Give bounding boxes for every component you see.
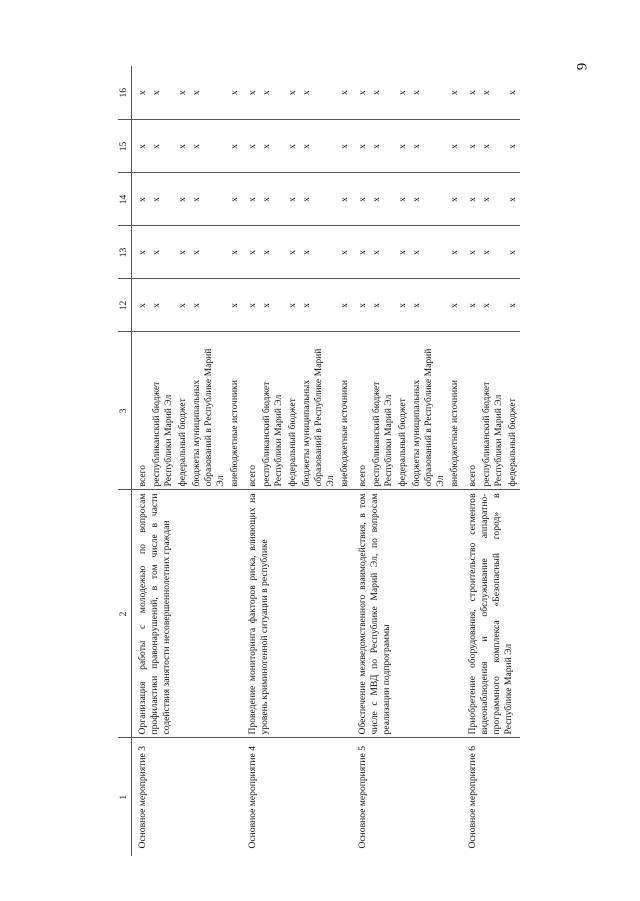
value-cell: x [357, 90, 368, 96]
activity-label: Основное мероприятие 3 [132, 738, 243, 856]
value-cell: x [228, 279, 242, 332]
value-cell: x [286, 120, 300, 173]
value-cell: x [247, 90, 258, 96]
value-cell: x [410, 173, 448, 226]
value-cell: x [286, 173, 300, 226]
budget-table [118, 66, 520, 856]
value-cell: x [448, 120, 462, 173]
value-cell: x [228, 120, 242, 173]
value-cell: x [260, 226, 286, 279]
column-header: 15 [118, 120, 132, 173]
value-cell: x [507, 90, 518, 96]
funding-source: внебюджетные источники [228, 332, 242, 490]
value-cell: x [150, 173, 176, 226]
value-cell: x [352, 226, 370, 279]
column-header: 13 [118, 226, 132, 279]
value-cell: x [338, 120, 352, 173]
funding-source: бюджеты муниципальных образований в Республике Марий Эл [190, 332, 228, 490]
value-cell: x [448, 279, 462, 332]
value-cell: x [370, 226, 396, 279]
value-cell: x [506, 279, 520, 332]
value-cell: x [300, 279, 338, 332]
value-cell: x [242, 226, 260, 279]
value-cell: x [506, 173, 520, 226]
value-cell: x [287, 90, 298, 96]
value-cell: x [352, 279, 370, 332]
table-row [242, 66, 260, 856]
funding-source: федеральный бюджет [396, 332, 410, 490]
value-cell: x [410, 226, 448, 279]
value-cell: x [132, 173, 151, 226]
value-cell: x [190, 226, 228, 279]
value-cell: x [260, 279, 286, 332]
value-cell: x [228, 226, 242, 279]
value-cell: x [462, 279, 480, 332]
value-cell: x [506, 120, 520, 173]
table-body [132, 66, 521, 856]
value-cell: x [261, 90, 272, 96]
column-header: 14 [118, 173, 132, 226]
value-cell: x [396, 120, 410, 173]
value-cell: x [260, 120, 286, 173]
value-cell: x [132, 279, 151, 332]
value-cell: x [370, 279, 396, 332]
value-cell: x [410, 120, 448, 173]
column-header: 1 [118, 738, 132, 856]
value-cell: x [370, 173, 396, 226]
value-cell: x [132, 120, 151, 173]
value-cell: x [229, 90, 240, 96]
funding-source: внебюджетные источники [448, 332, 462, 490]
activity-description: Проведение мониторинга факторов риска, влияющих на уровень криминогенной ситуации в республике [242, 490, 352, 738]
value-cell: x [260, 173, 286, 226]
value-cell: x [338, 173, 352, 226]
activity-label: Основное мероприятие 5 [352, 738, 462, 856]
value-cell: x [242, 173, 260, 226]
table-row [462, 66, 480, 856]
value-cell: x [176, 120, 190, 173]
value-cell: x [481, 90, 492, 96]
value-cell: x [411, 90, 422, 96]
value-cell: x [396, 226, 410, 279]
value-cell: x [352, 173, 370, 226]
value-cell: x [396, 279, 410, 332]
value-cell: x [286, 226, 300, 279]
activity-description: Организация работы с молодежью по вопросам профилактики правонарушений, в том числе в части содействия занятости несовершеннолетних граждан [132, 490, 243, 738]
value-cell: x [150, 279, 176, 332]
value-cell: x [132, 226, 151, 279]
value-cell: x [150, 226, 176, 279]
value-cell: x [150, 120, 176, 173]
page-number: 9 [574, 62, 591, 71]
table-row [352, 66, 370, 856]
value-cell: x [480, 120, 506, 173]
column-header: 2 [118, 490, 132, 738]
value-cell: x [176, 226, 190, 279]
value-cell: x [448, 226, 462, 279]
funding-source: федеральный бюджет [176, 332, 190, 490]
funding-source: всего [242, 332, 260, 490]
value-cell: x [339, 90, 350, 96]
funding-source: федеральный бюджет [506, 332, 520, 490]
activity-description: Приобретение оборудования, строительство сегментов видеонаблюдения и обслуживание аппаратно-программного комплекса «Безопасный город» в Республике Марий Эл [462, 490, 520, 738]
value-cell: x [137, 90, 148, 96]
value-cell: x [242, 120, 260, 173]
column-header: 16 [118, 66, 132, 120]
value-cell: x [177, 90, 188, 96]
value-cell: x [396, 173, 410, 226]
value-cell: x [190, 279, 228, 332]
value-cell: x [338, 226, 352, 279]
value-cell: x [176, 173, 190, 226]
column-header: 3 [118, 332, 132, 490]
value-cell: x [462, 120, 480, 173]
value-cell: x [300, 226, 338, 279]
value-cell: x [462, 226, 480, 279]
value-cell: x [462, 173, 480, 226]
value-cell: x [191, 90, 202, 96]
value-cell: x [370, 120, 396, 173]
funding-source: федеральный бюджет [286, 332, 300, 490]
value-cell: x [228, 173, 242, 226]
funding-source: всего [462, 332, 480, 490]
value-cell: x [190, 173, 228, 226]
value-cell: x [480, 226, 506, 279]
funding-source: республиканский бюджет Республики Марий Эл [370, 332, 396, 490]
header-row [118, 66, 132, 856]
funding-source: бюджеты муниципальных образований в Республике Марий Эл [300, 332, 338, 490]
funding-source: внебюджетные источники [338, 332, 352, 490]
value-cell: x [300, 173, 338, 226]
value-cell: x [286, 279, 300, 332]
value-cell: x [242, 279, 260, 332]
activity-description: Обеспечение межведомственного взаимодействия, в том числе с МВД по Республике Марий Эл, по вопросам реализации подпрограммы [352, 490, 462, 738]
funding-source: республиканский бюджет Республики Марий Эл [480, 332, 506, 490]
table-row [132, 66, 151, 856]
funding-source: всего [352, 332, 370, 490]
funding-source: республиканский бюджет Республики Марий Эл [150, 332, 176, 490]
value-cell: x [338, 279, 352, 332]
column-header: 12 [118, 279, 132, 332]
funding-source: всего [132, 332, 151, 490]
activity-label: Основное мероприятие 6 [462, 738, 520, 856]
activity-label: Основное мероприятие 4 [242, 738, 352, 856]
funding-source: бюджеты муниципальных образований в Республике Марий Эл [410, 332, 448, 490]
funding-source: республиканский бюджет Республики Марий Эл [260, 332, 286, 490]
value-cell: x [176, 279, 190, 332]
value-cell: x [506, 226, 520, 279]
value-cell: x [480, 279, 506, 332]
value-cell: x [467, 90, 478, 96]
value-cell: x [480, 173, 506, 226]
value-cell: x [300, 120, 338, 173]
value-cell: x [397, 90, 408, 96]
value-cell: x [448, 173, 462, 226]
value-cell: x [190, 120, 228, 173]
value-cell: x [449, 90, 460, 96]
value-cell: x [352, 120, 370, 173]
value-cell: x [151, 90, 162, 96]
rotated-table-container [118, 66, 558, 856]
value-cell: x [410, 279, 448, 332]
value-cell: x [371, 90, 382, 96]
value-cell: x [301, 90, 312, 96]
